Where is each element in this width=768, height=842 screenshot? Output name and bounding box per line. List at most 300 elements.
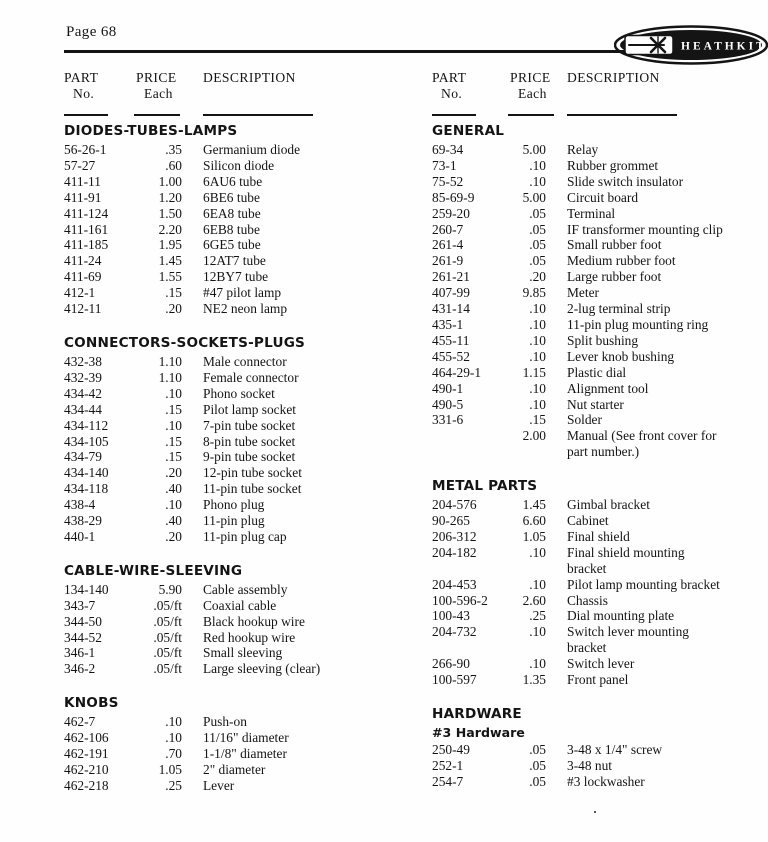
price-each: .25 (165, 777, 182, 793)
price-each: .70 (165, 746, 182, 762)
price-each: .25 (529, 608, 546, 624)
description: Manual (See front cover for (567, 428, 717, 444)
price-each: .10 (165, 497, 182, 513)
parts-row (64, 778, 388, 794)
price-each: .10 (165, 714, 182, 730)
parts-row (432, 758, 768, 774)
part-number: 250-49 (432, 742, 470, 757)
parts-row (432, 237, 768, 253)
parts-row (432, 656, 768, 672)
part-number: 432-39 (64, 369, 102, 385)
parts-row (432, 428, 768, 444)
description: Phono socket (203, 385, 275, 401)
price-each: 5.00 (522, 142, 546, 157)
part-number: 434-112 (64, 417, 109, 433)
description: Pilot lamp socket (203, 401, 296, 417)
description: Terminal (567, 205, 616, 221)
description: Silicon diode (203, 157, 275, 173)
price-each: .05 (529, 221, 546, 237)
part-number (432, 561, 508, 577)
part-number: 346-1 (64, 645, 96, 661)
price-each: .10 (529, 656, 546, 672)
part-number: 490-5 (432, 396, 464, 412)
part-number: 434-79 (64, 449, 102, 465)
parts-row (432, 285, 768, 301)
part-number: 462-106 (64, 730, 109, 746)
description: Plastic dial (567, 364, 627, 380)
parts-row (432, 497, 768, 513)
column-headers (64, 70, 388, 116)
part-no-header: PART No. (64, 70, 134, 116)
parts-row (432, 412, 768, 428)
part-number: 407-99 (432, 285, 470, 301)
part-number: 412-1 (64, 285, 96, 301)
description-continued: part number.) (567, 444, 640, 460)
price-each: .10 (165, 730, 182, 746)
price-each: 1.35 (522, 672, 546, 688)
description: 6EA8 tube (203, 205, 261, 221)
parts-row (432, 624, 768, 640)
description: 11-pin plug (203, 513, 265, 529)
description: 1-1/8" diameter (203, 746, 287, 762)
description: Black hookup wire (203, 613, 305, 629)
part-no-header: PART No. (432, 70, 508, 116)
description: 11-pin plug cap (203, 528, 287, 544)
parts-row (64, 762, 388, 778)
parts-row (432, 301, 768, 317)
parts-row (432, 333, 768, 349)
price-each: 1.55 (158, 269, 182, 285)
description: Lever (203, 777, 235, 793)
parts-row (64, 402, 388, 418)
parts-section (64, 696, 388, 794)
section-title: CABLE-WIRE-SLEEVING (64, 562, 243, 579)
description: 6EB8 tube (203, 221, 260, 237)
part-number: 434-44 (64, 401, 102, 417)
parts-row-wrap (432, 640, 768, 656)
part-number: 434-42 (64, 385, 102, 401)
parts-row (64, 142, 388, 158)
price-each (508, 640, 546, 656)
part-number: 435-1 (432, 316, 464, 332)
description: Coaxial cable (203, 597, 277, 613)
part-number: 261-4 (432, 237, 464, 253)
logo-brand-text: HEATHKIT (681, 40, 767, 53)
description: Switch lever mounting (567, 624, 689, 640)
part-number: 440-1 (64, 528, 96, 544)
description: 11-pin plug mounting ring (567, 316, 709, 332)
parts-row (432, 365, 768, 381)
price-each: .10 (165, 417, 182, 433)
description: 6GE5 tube (203, 237, 261, 253)
price-each: .10 (529, 544, 546, 560)
parts-row (432, 158, 768, 174)
price-each: 1.00 (158, 173, 182, 189)
part-number: 462-7 (64, 714, 96, 730)
description: #47 pilot lamp (203, 285, 282, 301)
description-header: DESCRIPTION (546, 70, 768, 116)
price-each: .15 (165, 285, 182, 301)
parts-row (432, 190, 768, 206)
price-each: 6.60 (522, 513, 546, 529)
price-each: .15 (529, 412, 546, 428)
description: 12-pin tube socket (203, 465, 302, 481)
part-number (432, 444, 508, 460)
price-each: .40 (165, 481, 182, 497)
description: Dial mounting plate (567, 608, 675, 624)
parts-row (64, 614, 388, 630)
part-number: 462-218 (64, 777, 109, 793)
price-each: .10 (165, 385, 182, 401)
parts-row-wrap (432, 444, 768, 460)
description: 12AT7 tube (203, 253, 266, 269)
price-each: .20 (165, 528, 182, 544)
description: Small sleeving (203, 645, 283, 661)
parts-row (64, 386, 388, 402)
part-number: 411-185 (64, 237, 109, 253)
parts-row (432, 397, 768, 413)
price-each: .10 (529, 316, 546, 332)
price-each: .10 (529, 173, 546, 189)
parts-section (432, 479, 768, 688)
parts-row (432, 593, 768, 609)
parts-section (64, 124, 388, 317)
parts-row (64, 630, 388, 646)
part-number: 411-91 (64, 189, 102, 205)
price-each: .10 (529, 380, 546, 396)
parts-row (64, 714, 388, 730)
description-continued: bracket (567, 560, 607, 576)
price-each: .10 (529, 301, 546, 317)
description: Large sleeving (clear) (203, 661, 321, 677)
header-rule (64, 50, 630, 53)
part-number: 346-2 (64, 661, 96, 677)
part-number: 434-140 (64, 465, 109, 481)
section-title: HARDWARE (432, 706, 522, 722)
price-each: .05/ft (153, 597, 182, 613)
price-each: 1.45 (158, 253, 182, 269)
price-each: .05/ft (153, 629, 182, 645)
part-number: 204-732 (432, 624, 477, 640)
description: 11/16" diameter (203, 730, 289, 746)
price-each: .60 (165, 157, 182, 173)
description: Circuit board (567, 189, 639, 205)
part-number: 204-576 (432, 497, 477, 513)
parts-row (64, 301, 388, 317)
price-each: .10 (529, 157, 546, 173)
price-each: .10 (529, 348, 546, 364)
description: Final shield mounting (567, 544, 685, 560)
column-headers (432, 70, 768, 116)
part-number: 455-11 (432, 332, 470, 348)
parts-row (64, 598, 388, 614)
description: Lever knob bushing (567, 348, 675, 364)
description: Meter (567, 285, 599, 301)
part-number: 344-52 (64, 629, 102, 645)
parts-row (432, 577, 768, 593)
parts-section (64, 336, 388, 545)
part-number: 411-124 (64, 205, 109, 221)
price-each (508, 561, 546, 577)
price-each: .10 (529, 576, 546, 592)
description: NE2 neon lamp (203, 301, 288, 317)
price-each: 1.15 (522, 364, 546, 380)
parts-row (64, 497, 388, 513)
description: Alignment tool (567, 380, 649, 396)
part-number: 259-20 (432, 205, 470, 221)
parts-section (432, 707, 768, 790)
price-each: .20 (165, 465, 182, 481)
parts-row (432, 253, 768, 269)
section-title: CONNECTORS-SOCKETS-PLUGS (64, 334, 306, 351)
description: 8-pin tube socket (203, 433, 296, 449)
section-subheading: #3 Hardware (432, 725, 525, 740)
part-number: 462-210 (64, 762, 109, 777)
price-each: .20 (165, 301, 182, 317)
parts-row (432, 206, 768, 222)
price-each: .05 (529, 773, 546, 789)
parts-row (432, 672, 768, 688)
price-each: .10 (529, 396, 546, 412)
part-number: 464-29-1 (432, 364, 482, 380)
description: 6AU6 tube (203, 173, 263, 189)
description-continued: bracket (567, 640, 607, 656)
section-title: GENERAL (432, 123, 505, 139)
description: Relay (567, 142, 599, 157)
part-number: 434-105 (64, 433, 109, 449)
price-each: .15 (165, 449, 182, 465)
part-number: 85-69-9 (432, 189, 475, 205)
parts-row (64, 481, 388, 497)
price-each: .15 (165, 401, 182, 417)
part-number: 411-161 (64, 221, 109, 237)
part-number: 432-38 (64, 353, 102, 369)
description: Male connector (203, 353, 287, 369)
description: Nut starter (567, 396, 624, 412)
parts-row (64, 746, 388, 762)
parts-section (64, 564, 388, 677)
parts-row (64, 253, 388, 269)
price-each: .05/ft (153, 613, 182, 629)
description: 6BE6 tube (203, 189, 260, 205)
description: Red hookup wire (203, 629, 296, 645)
price-each: 5.90 (158, 581, 182, 597)
heathkit-logo-graphic (614, 25, 768, 65)
part-number: 431-14 (432, 301, 470, 317)
description: Large rubber foot (567, 269, 662, 285)
parts-row (432, 317, 768, 333)
parts-row (64, 222, 388, 238)
parts-row (64, 418, 388, 434)
part-number: 204-453 (432, 576, 477, 592)
parts-row (64, 582, 388, 598)
price-each: 1.45 (522, 497, 546, 513)
part-number: 56-26-1 (64, 142, 107, 157)
part-number: 100-597 (432, 672, 477, 688)
price-each: 2.20 (158, 221, 182, 237)
price-each: .05 (529, 742, 546, 757)
parts-row (64, 529, 388, 545)
price-each: .05/ft (153, 661, 182, 677)
price-each: 2.00 (522, 428, 546, 444)
price-each: 9.85 (522, 285, 546, 301)
price-each: 1.10 (158, 353, 182, 369)
price-each: .35 (165, 142, 182, 157)
right-column (432, 70, 768, 790)
parts-row (64, 434, 388, 450)
description: Phono plug (203, 497, 265, 513)
part-number: 343-7 (64, 597, 96, 613)
description: Cable assembly (203, 581, 288, 597)
parts-row (64, 190, 388, 206)
description: Small rubber foot (567, 237, 662, 253)
parts-row (432, 349, 768, 365)
parts-row (432, 545, 768, 561)
description: 11-pin tube socket (203, 481, 302, 497)
parts-row (432, 142, 768, 158)
part-number: 254-7 (432, 773, 464, 789)
part-number: 266-90 (432, 656, 470, 672)
price-each: .05 (529, 205, 546, 221)
part-number: 261-9 (432, 253, 464, 269)
price-each: .05 (529, 237, 546, 253)
price-each-header: PRICE Each (134, 70, 182, 116)
parts-row (432, 774, 768, 790)
price-each: 1.10 (158, 369, 182, 385)
price-each: 1.05 (158, 762, 182, 777)
parts-row (64, 465, 388, 481)
description: 7-pin tube socket (203, 417, 296, 433)
part-number: 75-52 (432, 173, 464, 189)
price-each: .05 (529, 253, 546, 269)
part-number: 134-140 (64, 581, 109, 597)
price-each: .20 (529, 269, 546, 285)
description: Front panel (567, 672, 629, 688)
page-number-label: Page 68 (66, 24, 117, 40)
description-header: DESCRIPTION (182, 70, 388, 116)
description: Female connector (203, 369, 299, 385)
part-number: 438-29 (64, 513, 102, 529)
description: Final shield (567, 528, 630, 544)
section-title: KNOBS (64, 695, 119, 712)
parts-row (432, 513, 768, 529)
parts-row (64, 354, 388, 370)
part-number: 261-21 (432, 269, 470, 285)
description: 2" diameter (203, 762, 266, 777)
description: Medium rubber foot (567, 253, 676, 269)
description: Chassis (567, 592, 608, 608)
parts-row (64, 661, 388, 677)
parts-row (64, 158, 388, 174)
part-number: 412-11 (64, 301, 102, 317)
parts-row (64, 285, 388, 301)
part-number (432, 640, 508, 656)
price-each: .40 (165, 513, 182, 529)
parts-row (64, 174, 388, 190)
price-each: 5.00 (522, 189, 546, 205)
price-each: 1.20 (158, 189, 182, 205)
description: Solder (567, 412, 602, 428)
parts-row (432, 269, 768, 285)
description: Rubber grommet (567, 157, 659, 173)
part-number: 100-43 (432, 608, 470, 624)
price-each: 1.50 (158, 205, 182, 221)
part-number: 260-7 (432, 221, 464, 237)
description: Gimbal bracket (567, 497, 650, 513)
price-each: .15 (165, 433, 182, 449)
description: Cabinet (567, 513, 609, 529)
price-each: .10 (529, 624, 546, 640)
description: 9-pin tube socket (203, 449, 296, 465)
description: Pilot lamp mounting bracket (567, 576, 720, 592)
part-number: 411-69 (64, 269, 102, 285)
part-number: 252-1 (432, 757, 464, 773)
parts-row (64, 206, 388, 222)
description: #3 lockwasher (567, 773, 645, 789)
left-column (64, 70, 388, 794)
parts-row (64, 645, 388, 661)
parts-row (64, 269, 388, 285)
parts-section (432, 124, 768, 460)
description: 3-48 nut (567, 757, 613, 773)
parts-row (64, 370, 388, 386)
price-each: 1.05 (522, 528, 546, 544)
part-number: 455-52 (432, 348, 470, 364)
part-number: 434-118 (64, 481, 109, 497)
description: 12BY7 tube (203, 269, 269, 285)
price-each: .10 (529, 332, 546, 348)
part-number: 206-312 (432, 528, 477, 544)
part-number: 462-191 (64, 746, 109, 762)
parts-row (64, 449, 388, 465)
part-number: 90-265 (432, 513, 470, 529)
parts-row (64, 237, 388, 253)
part-number: 411-24 (64, 253, 102, 269)
description: IF transformer mounting clip (567, 221, 723, 237)
section-title: METAL PARTS (432, 478, 538, 495)
heathkit-logo (614, 25, 768, 65)
price-each-header: PRICE Each (508, 70, 546, 116)
part-number (432, 428, 508, 444)
price-each: .05/ft (153, 645, 182, 661)
description: Split bushing (567, 332, 639, 348)
description: Slide switch insulator (567, 173, 684, 189)
description: 2-lug terminal strip (567, 301, 671, 317)
description: Push-on (203, 714, 247, 730)
price-each: 1.95 (158, 237, 182, 253)
parts-row (432, 174, 768, 190)
part-number: 100-596-2 (432, 592, 488, 608)
section-title: DIODES-TUBES-LAMPS (64, 123, 238, 139)
part-number: 411-11 (64, 173, 101, 189)
parts-row-wrap (432, 561, 768, 577)
part-number: 69-34 (432, 142, 464, 157)
part-number: 331-6 (432, 412, 464, 428)
part-number: 73-1 (432, 157, 457, 173)
parts-row (432, 222, 768, 238)
price-each: 2.60 (522, 592, 546, 608)
parts-row (64, 513, 388, 529)
part-number: 438-4 (64, 497, 96, 513)
part-number: 490-1 (432, 380, 464, 396)
parts-row (432, 529, 768, 545)
part-number: 204-182 (432, 544, 477, 560)
price-each: .05 (529, 757, 546, 773)
description: Germanium diode (203, 142, 301, 157)
price-each (508, 444, 546, 460)
scan-speckle (594, 811, 596, 813)
description: 3-48 x 1/4" screw (567, 742, 663, 757)
